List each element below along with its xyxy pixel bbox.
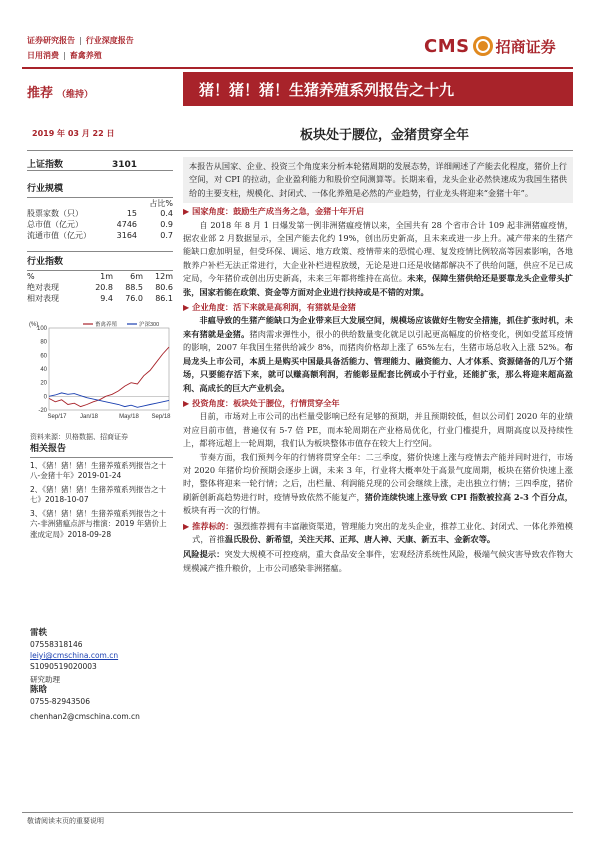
section-company (183, 301, 573, 395)
section-heading: 企业角度：活下来就是高利润，有猪就是金猪 (192, 302, 356, 313)
table-row: 绝对表现 20.8 88.5 80.6 (27, 283, 173, 292)
index-row: 上证指数 3101 (27, 160, 173, 171)
assistant-email: chenhan2@cmschina.com.cn (30, 712, 140, 721)
assistant-role: 研究助理 (30, 675, 60, 684)
related-reports (30, 444, 173, 543)
y-tick-label: 40 (40, 367, 47, 373)
paragraph: 强烈推荐拥有丰富融资渠道，管理能力突出的龙头企业，推荐工业化、封闭式、一体化养殖模式，首推 (192, 520, 573, 544)
perf-title: 行业指数 (27, 251, 173, 267)
section-heading: 国家角度：鼓励生产成当务之急，金猪十年开启 (192, 206, 365, 217)
paragraph: 自 2018 年 8 月 1 日爆发第一例非洲猪瘟疫情以来，全国共有 28 个省市合计 109 起非洲猪瘟疫情，据农业部 2 月数据显示，全国产能去化约 19%，创出历史新高，且未来或进一步上升。减产带来的生猪产能缺口愈加明显，但受环保、调运、地方政策、疫情带来的恐慌心理、复发疫情比例较高等因素影响，各地散养户补栏无法正常进行，大企业补栏进程放缓，无论是进口还是收储都解决不了供给问题，供应不足已成定局，今年猪价或创出历史新高，未来三年都将维持在高位。 (183, 219, 573, 284)
sector: 日用消费 (27, 51, 59, 60)
y-tick-label: 60 (40, 353, 47, 360)
y-axis-label: (%) (29, 322, 39, 328)
scale-header: 占比% (27, 197, 173, 208)
triangle-bullet-icon: ▶ (183, 207, 190, 217)
table-header: % 1m 6m 12m (27, 272, 173, 281)
footer-divider (22, 812, 573, 813)
analyst-email-link[interactable]: leiyi@cmschina.com.cn (30, 651, 119, 660)
chart-source: 资料来源：贝格数据、招商证券 (30, 433, 128, 441)
main-content (183, 157, 573, 575)
y-tick-label: 0 (43, 394, 47, 401)
paragraph: 节奏方面，我们预判今年的行情将贯穿全年：二三季度，猪价快速上涨与疫情去产能并同时进行，市场对 2020 年猪价均价预期会逐步上调，未来 3 年，行业将大概率处于高景气度周期，板块在猪价快速上涨时，整体将迎来一轮行情；之后，出栏量、利润能兑现的公司会继续上涨，走出独立行情；三四季度，猪价刷新创新高趋势进行时，疫情导致依然不能复产， (183, 451, 573, 502)
triangle-bullet-icon: ▶ (183, 521, 190, 531)
scale-title: 行业规模 (27, 184, 64, 194)
paragraph: 猪肉需求弹性小，很小的供给数量变化就足以引起更高幅度的价格变化，例如受蓝耳疫情的影响，2007 年我国生猪供给减少 8%，而猪肉价格却上涨了 65%左右，生猪市场总收入上涨 52%。 (183, 328, 573, 353)
related-item: 2、《猪！猪！猪！生猪养殖系列报告之十七》2018-10-07 (30, 484, 167, 504)
bold-text: 布局龙头上市公司，本质上是购买中国最具备活能力、管理能力、融资能力、人才体系、资源储备的几万个猪场，只要能存活下来，就可以赚高额利润，若能彰显配套比例或小于行业，还能扩张，那么将迎来超高盈利、高成长的巨大产业机会。 (183, 342, 573, 393)
index-chart (27, 320, 173, 420)
related-title: 相关报告 (30, 444, 173, 458)
x-tick-label: Jan/18 (79, 414, 99, 420)
bold-text: 温氏股份、新希望，关注天邦、正邦、唐人神、天康、新五丰、金新农等。 (224, 533, 496, 544)
footer-note: 敬请阅读末页的重要说明 (27, 817, 104, 825)
risk-text: 突发大规模不可控疫病，重大食品安全事件，宏观经济系统性风险，极端气候灾害导致农作物大规模减产推升粮价，上市公司感染非洲猪瘟。 (183, 549, 573, 573)
perf-table (27, 270, 173, 304)
legend-label: 畜禽养殖 (95, 322, 118, 328)
seal-icon (473, 36, 493, 56)
page-header (0, 0, 595, 70)
paragraph: 目前，市场对上市公司的出栏量受影响已经有足够的预期，并且预期较低，但以公司们 2020 年的业绩对应目前市值，普遍仅有 5-7 倍 PE，而本轮周期在产业格局优化，行业门槛提升，周期高度以及持续性上，都将远超上一轮周期，我们认为板块整体市值存在较大上行空间。 (183, 411, 573, 449)
cms-logo: CMS 招商证券 (424, 35, 556, 57)
report-subtitle: 板块处于腰位，金猪贯穿全年 (300, 128, 470, 143)
section-risk (183, 548, 573, 575)
table-row: 股票家数（只） 15 0.4 (27, 209, 173, 218)
bold-text: 非瘟导致的生猪产能缺口为企业带来巨大发展空间，规模场应该做好生物安全措施，抓住扩张时机，未来有猪就是金猪。 (183, 315, 573, 339)
analyst-name: 雷轶 (30, 628, 48, 638)
triangle-bullet-icon: ▶ (183, 398, 190, 408)
x-tick-label: Sep/17 (47, 414, 67, 420)
section-investment (183, 397, 573, 518)
analyst-phone: 07558318146 (30, 640, 83, 649)
assistant-phone: 0755-82943506 (30, 697, 90, 706)
section-recommend (183, 520, 573, 547)
report-title: 猪！猪！猪！生猪养殖系列报告之十九 (183, 72, 573, 106)
y-tick-label: 20 (40, 380, 47, 387)
report-date: 2019 年 03 月 22 日 (32, 129, 115, 138)
sidebar (27, 160, 173, 304)
paragraph: 板块有再一次的行情。 (183, 505, 265, 516)
x-tick-label: Sep/18 (151, 414, 171, 420)
section-heading: 推荐标的： (192, 520, 234, 531)
subtitle-divider (27, 150, 573, 151)
bold-text: 猪价连续快速上涨导致 CPI 指数被拉高 2-3 个百分点， (364, 491, 573, 502)
section-national (183, 205, 573, 299)
x-tick-label: May/18 (119, 414, 139, 420)
analyst-block (30, 628, 173, 722)
report-category: 证券研究报告 | 行业深度报告 日用消费 | 畜禽养殖 (27, 36, 134, 60)
related-item: 3、《猪！猪！猪！生猪养殖系列报告之十六-非洲猪瘟点評与推演：2019 年猪价上涨成定局》2018-09-28 (30, 508, 167, 539)
table-row: 流通市值（亿元） 3164 0.7 (27, 231, 173, 240)
table-row: 相对表现 9.4 76.0 86.1 (27, 294, 173, 303)
report-type: 证券研究报告 (27, 36, 75, 45)
triangle-bullet-icon: ▶ (183, 303, 190, 313)
related-item: 1、《猪！猪！猪！生猪养殖系列报告之十八-金猪十年》2019-01-24 (30, 460, 167, 480)
y-tick-label: -20 (38, 408, 47, 414)
header-divider (22, 67, 573, 69)
assistant-name: 陈晗 (30, 685, 48, 695)
analyst-id: S1090519020003 (30, 662, 97, 671)
section-heading: 投资角度：板块处于腰位，行情贯穿全年 (192, 397, 340, 408)
y-tick-label: 80 (40, 339, 47, 346)
report-subtype: 行业深度报告 (85, 36, 134, 45)
risk-heading: 风险提示： (183, 549, 225, 560)
bold-text: 未来，保障生猪供给还是要靠龙头企业带头扩张，国家若能在政策、资金等方面对企业进行扶持或是不错的对策。 (183, 273, 573, 297)
legend-label: 沪深300 (139, 322, 160, 328)
series-line-1 (49, 347, 169, 407)
intro-paragraph: 本报告从国家、企业、投资三个角度来分析本轮猪周期的发展态势，详细阐述了产能去化程度，猪价上行空间，对 CPI 的拉动，企业盈利能力和股价空间测算等。长期来看，龙头企业必然快速成为我国生猪供给的主要支柱，规模化、封闭式、一体化养殖是必然的产业趋势，行业龙头将迎来“金猪十年”。 (183, 157, 573, 203)
sub-sector: 畜禽养殖 (69, 51, 102, 60)
rating: 推荐 （维持） (27, 86, 94, 101)
scale-table (27, 208, 173, 241)
table-row: 总市值（亿元） 4746 0.9 (27, 220, 173, 229)
y-tick-label: 100 (36, 326, 47, 332)
